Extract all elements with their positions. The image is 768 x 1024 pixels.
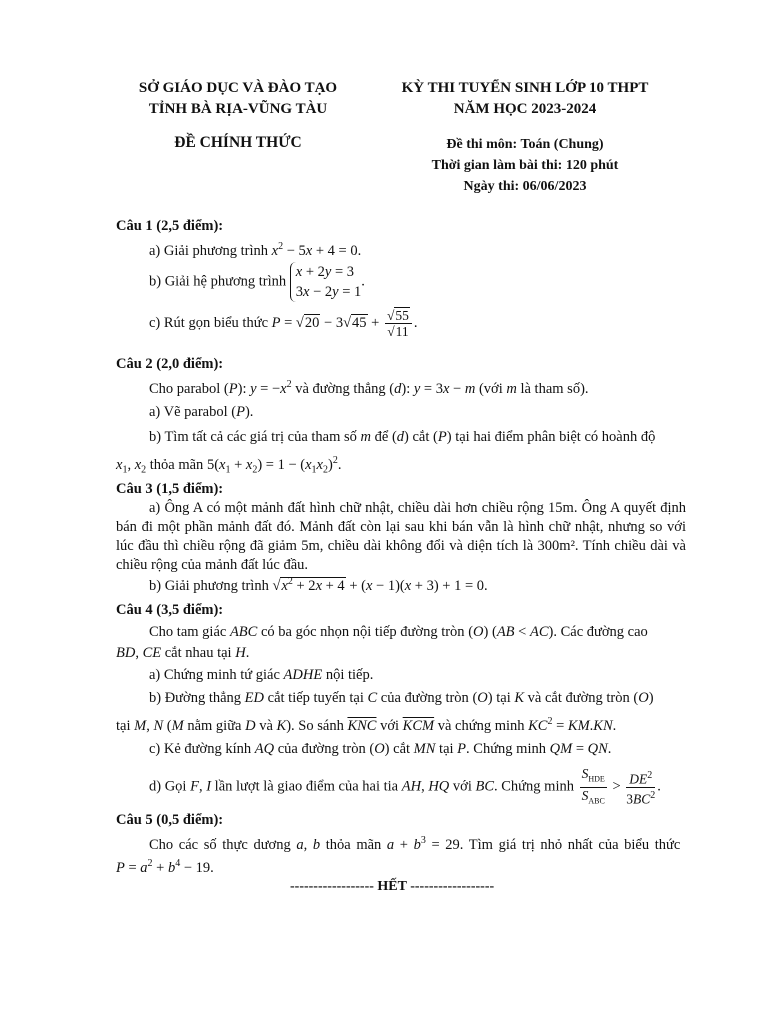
q2-b: b) Tìm tất cả các giá trị của tham số m để (d) cắt (P) tại hai điểm phân biệt có hoành độ — [149, 429, 656, 445]
q3-a: a) Ông A có một mảnh đất hình chữ nhật, chiều dài hơn chiều rộng 15m. Ông A quyết định bán đi một phần mảnh đất đó. Mảnh đất còn lại sau khi bán vẫn là hình chữ nhật, nhưng so với lúc đầu thì chiều rộng đã giảm 5m, chiều dài không đổi và diện tích là 300m². Tính chiều dài và chiều rộng của mảnh đất lúc đầu. — [116, 500, 686, 573]
exam-meta — [400, 134, 650, 197]
department-line-1: SỞ GIÁO DỤC VÀ ĐÀO TẠO — [138, 80, 338, 96]
q5-title: Câu 5 (0,5 điểm): — [116, 812, 224, 828]
q4-b-cont: tại M, N (M nằm giữa D và K). So sánh $\overline{KNC}$ với $\overline{KCM}$ và chứng minh $KC^2 = KM.KN$. — [116, 716, 617, 734]
q4-intro-cont: BD, CE cắt nhau tại H. — [116, 645, 250, 661]
end-marker: ------------------ HẾT ------------------ — [290, 879, 495, 894]
exam-title: KỲ THI TUYỂN SINH LỚP 10 THPT — [401, 80, 649, 96]
q4-c: c) Kẻ đường kính AQ của đường tròn (O) cắt MN tại P. Chứng minh QM = QN. — [149, 741, 612, 757]
q1-title: Câu 1 (2,5 điểm): — [116, 218, 224, 234]
q2-title: Câu 2 (2,0 điểm): — [116, 356, 224, 372]
q4-intro: Cho tam giác ABC có ba góc nhọn nội tiếp đường tròn (O) (AB < AC). Các đường cao — [149, 624, 648, 640]
header-left — [108, 78, 368, 120]
department-line-2: TỈNH BÀ RỊA-VŨNG TÀU — [148, 101, 328, 117]
q2-a: a) Vẽ parabol (P). — [149, 404, 254, 420]
q1-b: b) Giải hệ phương trình x + 2y = 3 3x − 2y = 1. — [149, 264, 365, 300]
q5-text: Cho các số thực dương a, b thỏa mãn $a + b^3 = 29$. Tìm giá trị nhỏ nhất của biểu thức — [149, 835, 681, 853]
school-year: NĂM HỌC 2023-2024 — [453, 101, 597, 117]
subject-line: Đề thi môn: Toán (Chung) — [446, 137, 604, 152]
date-line: Ngày thi: 06/06/2023 — [463, 179, 587, 194]
q1-a: a) Giải phương trình $x^2 - 5x + 4 = 0$. — [149, 241, 362, 259]
time-line: Thời gian làm bài thi: 120 phút — [431, 158, 619, 173]
q2-intro: Cho parabol (P): $y = -x^2$ và đường thẳng (d): y = 3x − m (với m là tham số). — [149, 379, 589, 397]
q3-b: b) Giải phương trình $√x^2 + 2x + 4 + (x - 1)(x + 3) + 1 = 0$. — [149, 576, 488, 594]
q4-b: b) Đường thẳng ED cắt tiếp tuyến tại C của đường tròn (O) tại K và cắt đường tròn (O) — [149, 690, 654, 706]
q4-d: d) Gọi F, I lần lượt là giao điểm của hai tia AH, HQ với BC. Chứng minh $\frac{S_{HDE}}{S_{ABC}}$ > $\frac{DE^2}{3BC^2}$ . — [149, 766, 661, 807]
q2-b-cont: $x_1$, $x_2$ thỏa mãn $5(x_1 + x_2) = 1 - (x_1x_2)^2$. — [116, 455, 342, 476]
official-label: ĐỀ CHÍNH THỨC — [174, 134, 302, 151]
q4-a: a) Chứng minh tứ giác ADHE nội tiếp. — [149, 667, 374, 683]
q4-title: Câu 4 (3,5 điểm): — [116, 602, 224, 618]
q5-text-cont: $P = a^2 + b^4 - 19$. — [116, 858, 214, 876]
q1-c: c) Rút gọn biểu thức P = √20 − 3√45 + $\frac{√55}{√11}$ . — [149, 308, 418, 339]
q3-title: Câu 3 (1,5 điểm): — [116, 481, 224, 497]
header-right — [380, 78, 670, 120]
